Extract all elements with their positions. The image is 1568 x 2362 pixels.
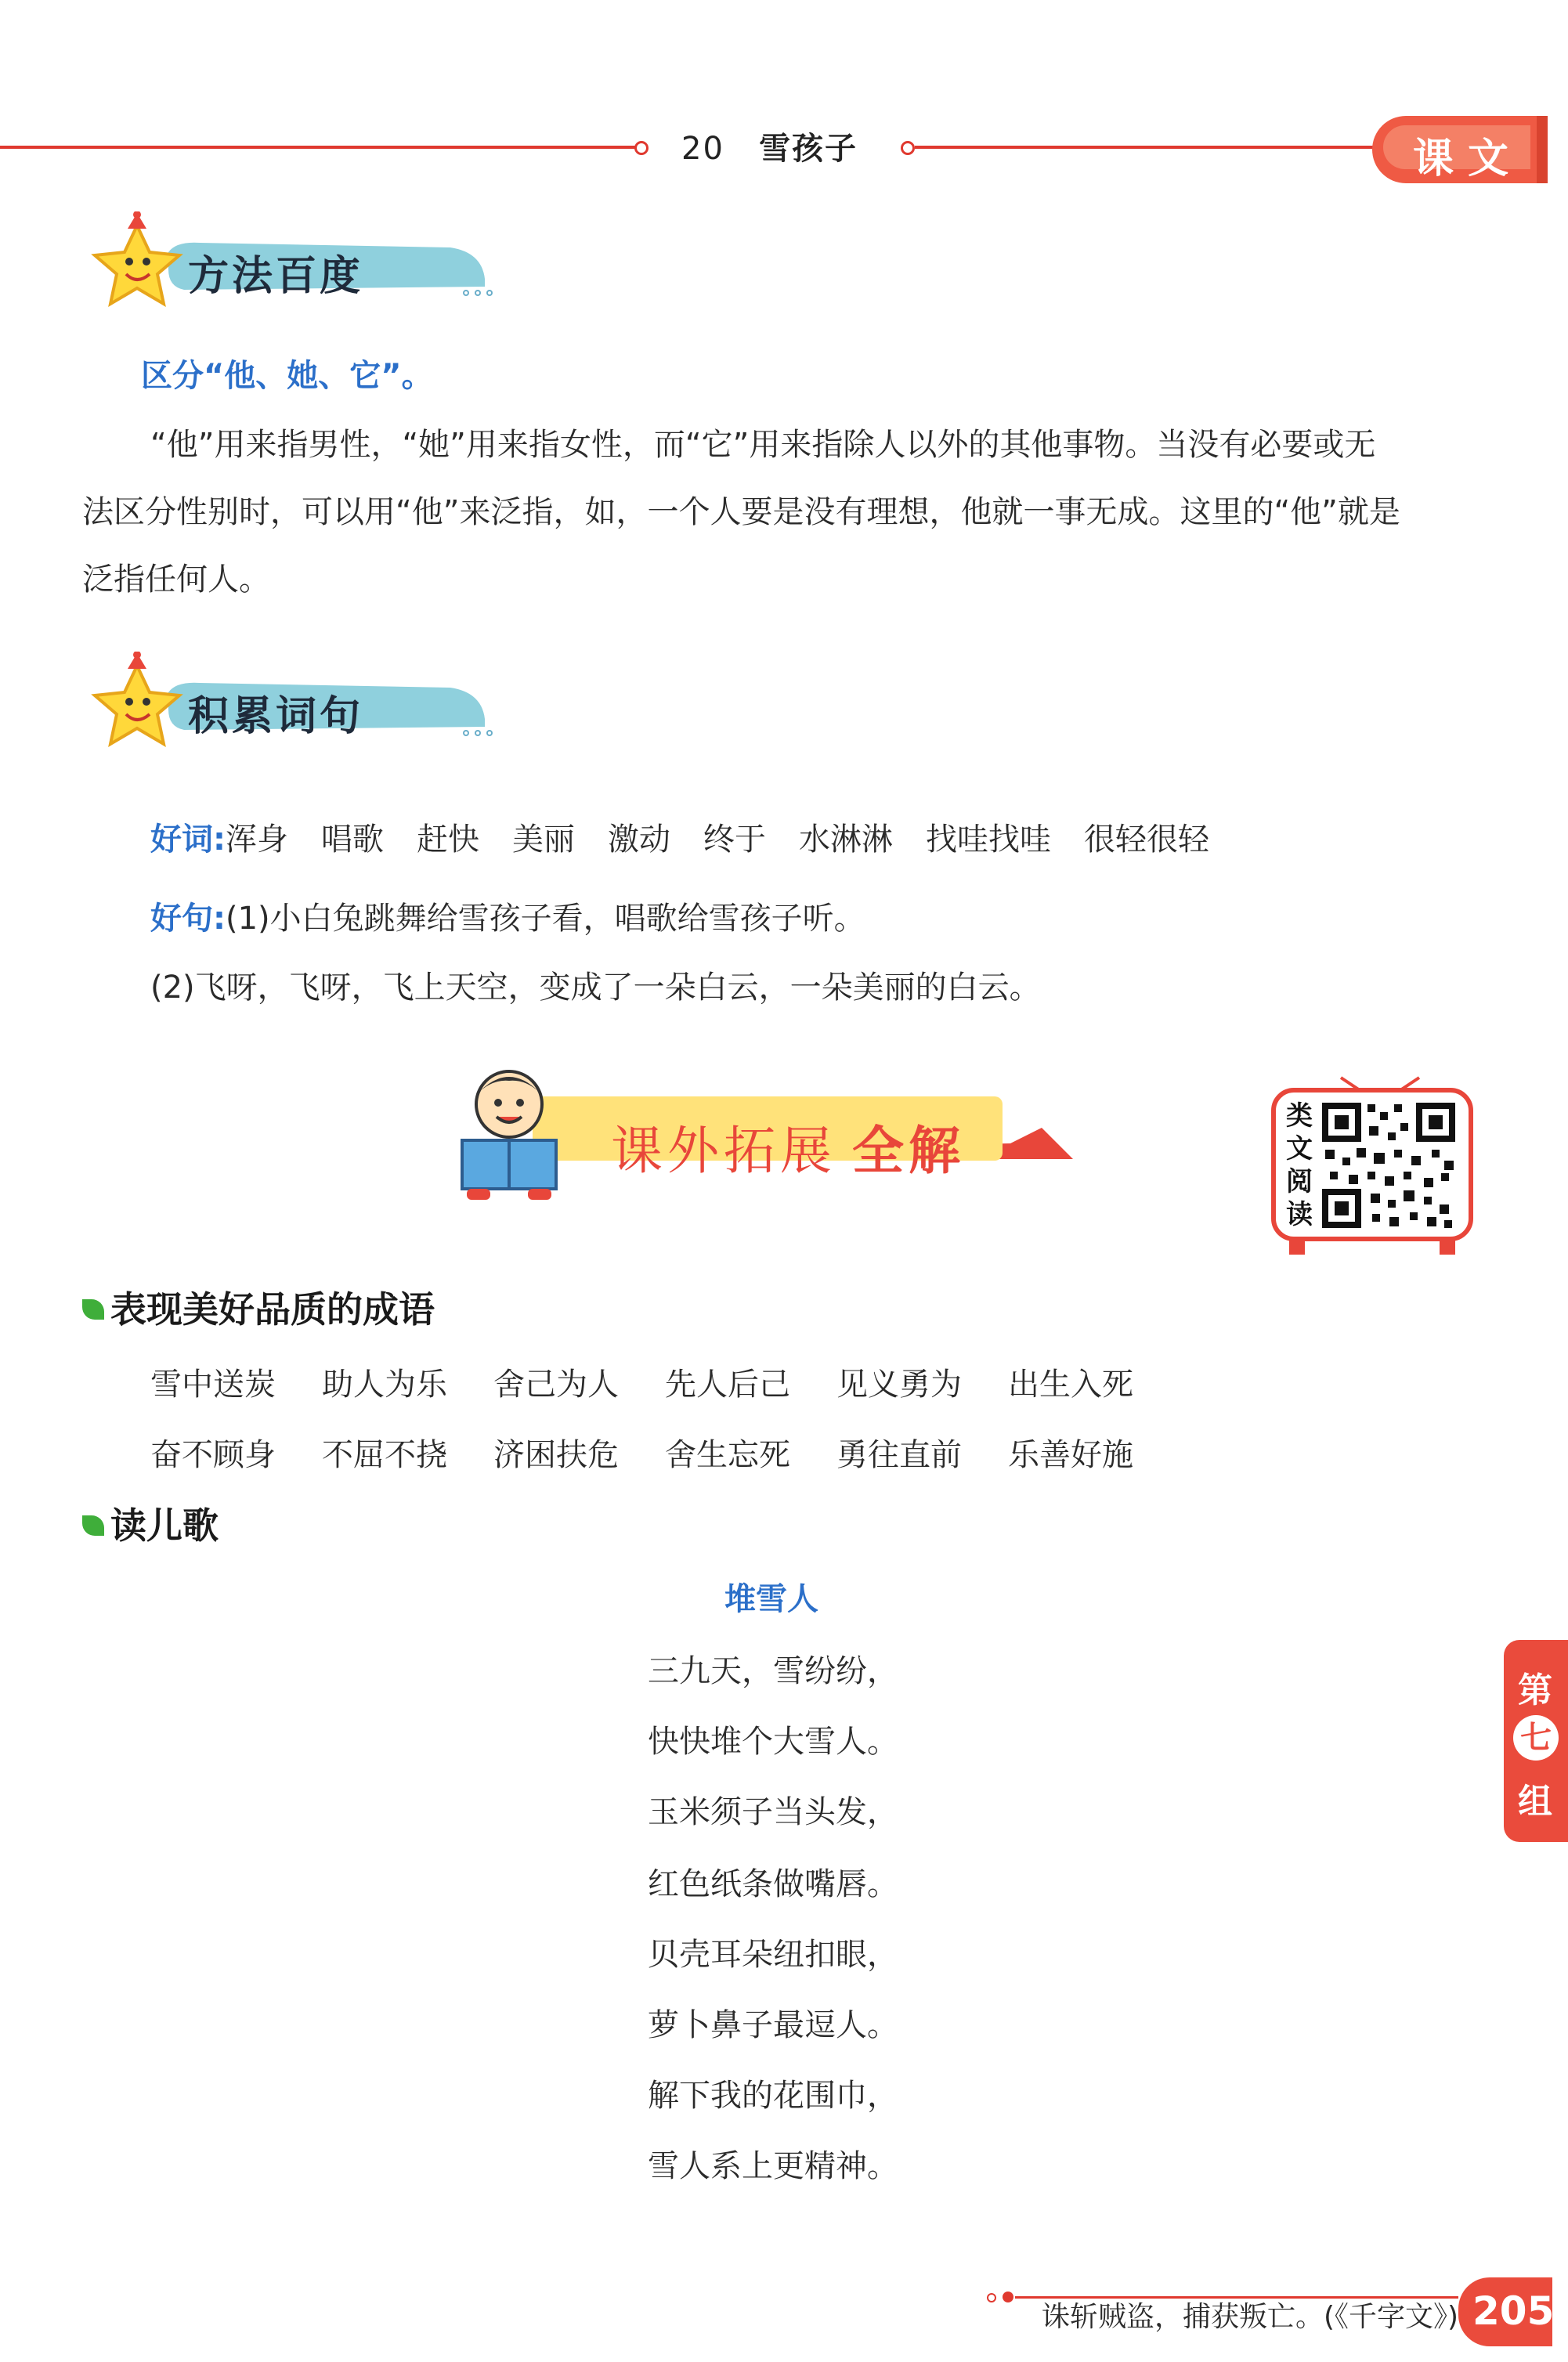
- idiom: 济困扶危: [493, 1437, 619, 1473]
- unit-side-tab: [1504, 1640, 1568, 1842]
- idiom: 雪中送炭: [150, 1367, 276, 1403]
- method-paragraph-line: 法区分性别时，可以用“他”来泛指，如，一个人要是没有理想，他就一事无成。这里的“他”就是: [82, 494, 1400, 530]
- lesson-name: 雪孩子: [759, 131, 858, 167]
- good-sentence: (2)飞呀，飞呀，飞上天空，变成了一朵白云，一朵美丽的白云。: [150, 970, 1041, 1006]
- star-mascot-icon: [82, 211, 200, 313]
- idiom: 出生入死: [1008, 1367, 1133, 1403]
- section-header-words: [82, 652, 490, 753]
- good-word: 终于: [703, 822, 766, 858]
- section-tab-label: 课文: [1413, 135, 1523, 182]
- idioms-row: [150, 1360, 1180, 1404]
- good-word: 唱歌: [321, 822, 384, 858]
- footer-dot: [987, 2293, 996, 2302]
- poem-line: 红色纸条做嘴唇。: [648, 1866, 898, 1902]
- lesson-number: 20: [681, 131, 724, 167]
- header-rule-dot: [634, 141, 649, 155]
- footer-quote: 诛斩贼盗，捕获叛亡。(《千字文》): [1042, 2301, 1459, 2333]
- extension-banner-text: [611, 1109, 965, 1183]
- side-tab-char: 组: [1518, 1782, 1552, 1822]
- idiom: 见义勇为: [836, 1367, 962, 1403]
- good-word: 水淋淋: [799, 822, 893, 858]
- poem-line: 三九天，雪纷纷，: [648, 1653, 898, 1689]
- idioms-heading: [82, 1281, 435, 1333]
- section-title: 方法百度: [188, 253, 364, 300]
- header-rule-right: [915, 146, 1385, 149]
- header-rule-dot: [901, 141, 915, 155]
- good-word: 浑身: [226, 822, 288, 858]
- idiom: 奋不顾身: [150, 1437, 276, 1473]
- section-tab-kewen: [1372, 116, 1537, 183]
- lesson-title: [681, 124, 858, 168]
- poem-line: 快快堆个大雪人。: [648, 1724, 898, 1760]
- good-sentence: (1)小白兔跳舞给雪孩子看，唱歌给雪孩子听。: [226, 901, 865, 937]
- header-rule-left: [0, 146, 641, 149]
- section-title: 积累词句: [188, 693, 364, 740]
- poem-line: 雪人系上更精神。: [648, 2148, 898, 2184]
- extension-banner-emphasis: 全解: [852, 1121, 965, 1181]
- idiom: 舍己为人: [493, 1367, 619, 1403]
- good-word: 赶快: [417, 822, 479, 858]
- idiom: 先人后己: [665, 1367, 790, 1403]
- side-tab-char: 第: [1518, 1670, 1552, 1710]
- leaf-icon: [82, 1515, 104, 1536]
- poem-line: 玉米须子当头发，: [648, 1794, 898, 1830]
- idiom: 乐善好施: [1008, 1437, 1133, 1473]
- method-subheading: 区分“他、她、它”。: [141, 358, 433, 394]
- good-sentences-label: 好句:: [150, 901, 226, 937]
- method-paragraph-line: “他”用来指男性，“她”用来指女性，而“它”用来指除人以外的其他事物。当没有必要或无: [150, 427, 1376, 463]
- good-words-label: 好词:: [150, 822, 226, 858]
- poem-line: 解下我的花围巾，: [648, 2078, 898, 2114]
- good-words-row: [150, 814, 1242, 859]
- page-number-badge: [1458, 2277, 1555, 2346]
- idiom: 助人为乐: [322, 1367, 447, 1403]
- page-number: 205: [1472, 2288, 1555, 2334]
- idiom: 不屈不挠: [322, 1437, 447, 1473]
- tab-edge: [1537, 116, 1548, 183]
- good-word: 激动: [608, 822, 670, 858]
- idioms-heading-text: 表现美好品质的成语: [110, 1288, 435, 1331]
- footer-dot-filled: [1003, 2292, 1013, 2302]
- idiom: 勇往直前: [836, 1437, 962, 1473]
- good-word: 找哇找哇: [926, 822, 1051, 858]
- good-sentence-row: [150, 885, 865, 952]
- method-paragraph-line: 泛指任何人。: [82, 562, 270, 598]
- good-word: 很轻很轻: [1084, 822, 1209, 858]
- qr-code-card[interactable]: [1270, 1071, 1474, 1259]
- rhyme-heading-text: 读儿歌: [110, 1504, 219, 1547]
- rhyme-heading: [82, 1497, 219, 1549]
- leaf-icon: [82, 1299, 104, 1320]
- qr-label: 类文阅读: [1286, 1100, 1313, 1230]
- poem-line: 萝卜鼻子最逗人。: [648, 2007, 898, 2043]
- idioms-row: [150, 1430, 1180, 1475]
- idiom: 舍生忘死: [665, 1437, 790, 1473]
- poem-title: 堆雪人: [724, 1581, 818, 1617]
- side-tab-number: 七: [1513, 1715, 1559, 1761]
- good-word: 美丽: [512, 822, 575, 858]
- star-mascot-icon: [82, 652, 200, 753]
- poem-line: 贝壳耳朵纽扣眼，: [648, 1937, 898, 1973]
- extension-banner-label: 课外拓展: [611, 1121, 836, 1181]
- section-header-method: [82, 211, 490, 313]
